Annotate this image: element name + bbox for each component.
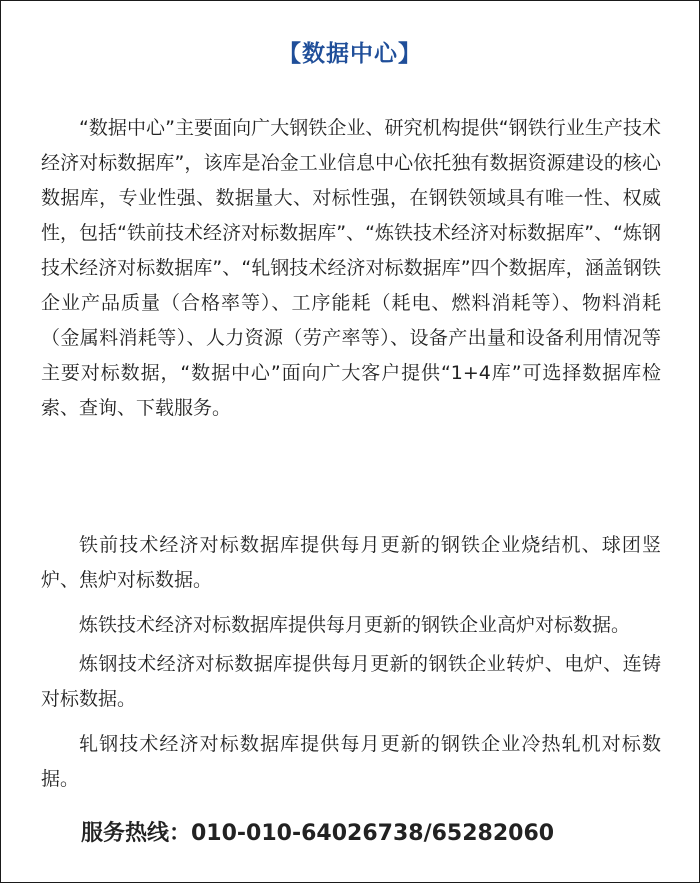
page-title: 【数据中心】 — [278, 41, 422, 67]
paragraph-ironmaking-database: 炼铁技术经济对标数据库提供每月更新的钢铁企业高炉对标数据。 — [79, 614, 631, 636]
paragraph-steelmaking-database: 炼钢技术经济对标数据库提供每月更新的钢铁企业转炉、电炉、连铸对标数据。 — [41, 653, 661, 710]
paragraph-rolling-database: 轧钢技术经济对标数据库提供每月更新的钢铁企业冷热轧机对标数据。 — [41, 733, 661, 790]
paragraph-pre-iron-database: 铁前技术经济对标数据库提供每月更新的钢铁企业烧结机、球团竖炉、焦炉对标数据。 — [41, 534, 661, 591]
intro-paragraph: “数据中心”主要面向广大钢铁企业、研究机构提供“钢铁行业生产技术经济对标数据库”，该库是冶金工业信息中心依托独有数据资源建设的核心数据库，专业性强、数据量大、对标性强，在钢铁领域具有唯一性、权威性，包括“铁前技术经济对标数据库”、“炼铁技术经济对标数据库”、“炼钢技术经济对标数据库”、“轧钢技术经济对标数据库”四个数据库，涵盖钢铁企业产品质量（合格率等）、工序能耗（耗电、燃料消耗等）、物料消耗（金属料消耗等）、人力资源（劳产率等）、设备产出量和设备利用情况等主要对标数据，“数据中心”面向广大客户提供“1+4库”可选择数据库检索、查询、下载服务。 — [41, 117, 661, 419]
service-hotline: 服务热线：010-010-64026738/65282060 — [81, 821, 555, 846]
